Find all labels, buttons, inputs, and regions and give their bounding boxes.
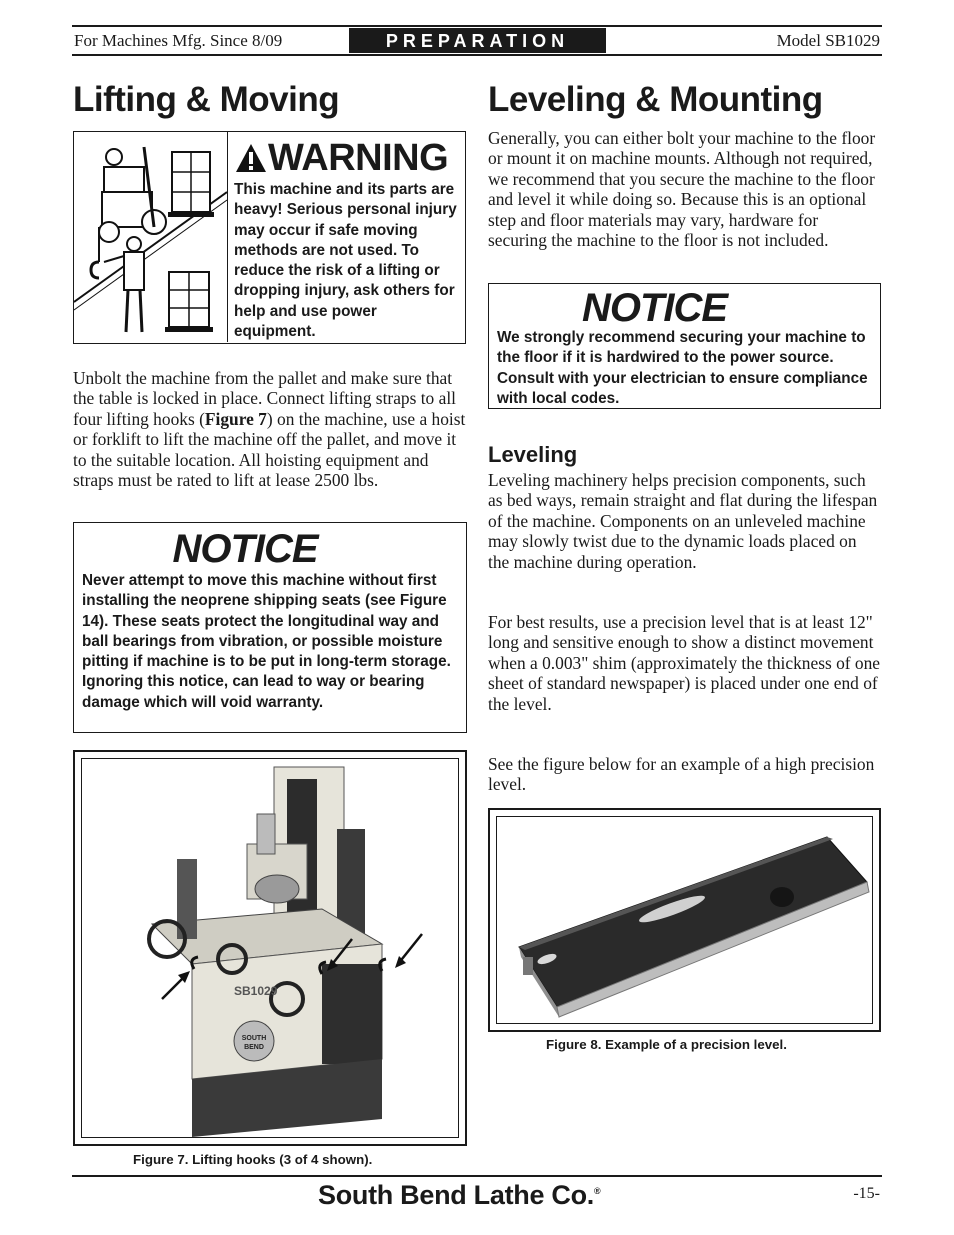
figure-8-frame <box>488 808 881 1032</box>
warning-illustration <box>74 132 228 342</box>
lifting-text-after: ) on the machine, use a hoist or forklift to lift the machine off the pallet, and move it to the suitable location. All hoisting equipment and straps must be rated to lift at lease 2500 lbs. <box>73 408 466 491</box>
registered-mark-icon: ® <box>593 1186 601 1196</box>
precision-level-photo <box>497 817 873 1024</box>
header-rule-top <box>72 25 882 27</box>
lifting-paragraph <box>73 368 466 490</box>
leveling-subtitle: Leveling <box>488 442 578 467</box>
notice-box-floor-securing <box>488 283 881 409</box>
figure-8-image <box>496 816 873 1024</box>
warning-text: This machine and its parts are heavy! Serious personal injury may occur if safe moving methods are not used. To reduce the risk of a lifting or dropping injury, ask others for help and use power equipment. <box>234 181 457 341</box>
header-machines-note: For Machines Mfg. Since 8/09 <box>74 31 283 50</box>
logo-text-bottom: BEND <box>244 1044 264 1051</box>
header-rule-bottom <box>72 54 882 56</box>
warning-title: WARNING <box>268 137 449 179</box>
notice-box-shipping-seats <box>73 522 467 733</box>
section-banner: PREPARATION <box>349 28 606 53</box>
surface-grinder-photo <box>82 759 459 1138</box>
lifting-moving-title: Lifting & Moving <box>73 80 340 119</box>
model-label: SB1029 <box>234 984 278 998</box>
notice-title: NOTICE <box>172 527 318 571</box>
warning-triangle-icon <box>234 142 268 174</box>
leveling-paragraph-1: Leveling machinery helps precision components, such as bed ways, remain straight and flat during the lifespan of the machine. Components on an unleveled machine may slowly twist due to the dynamic loads placed on the machine during operation. <box>488 470 878 572</box>
footer-brand <box>318 1180 600 1211</box>
mounting-intro: Generally, you can either bolt your machine to the floor or mount it on machine mounts. Although not required, we recommend that you secure the machine to the floor and level it while doing so. Because this is an optional step and floor materials may vary, hardware for securing the machine to the floor is not included. <box>488 128 876 251</box>
page-number: -15- <box>853 1185 880 1202</box>
warning-box <box>73 131 466 344</box>
leveling-mounting-title: Leveling & Mounting <box>488 80 823 119</box>
warning-heading <box>234 138 460 178</box>
notice-title-right: NOTICE <box>581 286 728 330</box>
header-model: Model SB1029 <box>776 31 880 50</box>
leveling-paragraph-3: See the figure below for an example of a high precision level. <box>488 754 875 795</box>
logo-text-top: SOUTH <box>241 1035 267 1042</box>
figure-8-caption: Figure 8. Example of a precision level. <box>546 1037 787 1052</box>
figure-7-caption: Figure 7. Lifting hooks (3 of 4 shown). <box>133 1152 373 1167</box>
lifting-text-before: Unbolt the machine from the pallet and make sure that the table is locked in place. Connect lifting straps to all four lifting hooks ( <box>73 368 456 429</box>
leveling-paragraph-2: For best results, use a precision level that is at least 12" long and sensitive enough to show a distinct movement when a 0.003" shim (approximately the thickness of one sheet of standard newspaper) is placed under one end of the level. <box>488 612 881 714</box>
brand-name: South Bend Lathe Co. <box>318 1180 594 1210</box>
notice-text: Never attempt to move this machine without first installing the neoprene shipping seats (see Figure 14). These seats protect the longitudinal way and ball bearings from vibration, or possible moisture pitting if machine is to be put in long-term storage. Ignoring this notice, can lead to way or bearing damage which will void warranty. <box>82 572 451 711</box>
notice-text-right: We strongly recommend securing your machine to the floor if it is hardwired to the power source. Consult with your electrician to ensure compliance with local codes. <box>497 329 868 407</box>
figure-7-frame <box>73 750 467 1146</box>
forklift-hoist-illustration <box>74 132 227 342</box>
footer-rule <box>72 1175 882 1177</box>
figure-7-reference[interactable]: Figure 7 <box>204 408 267 429</box>
figure-7-image <box>81 758 459 1138</box>
